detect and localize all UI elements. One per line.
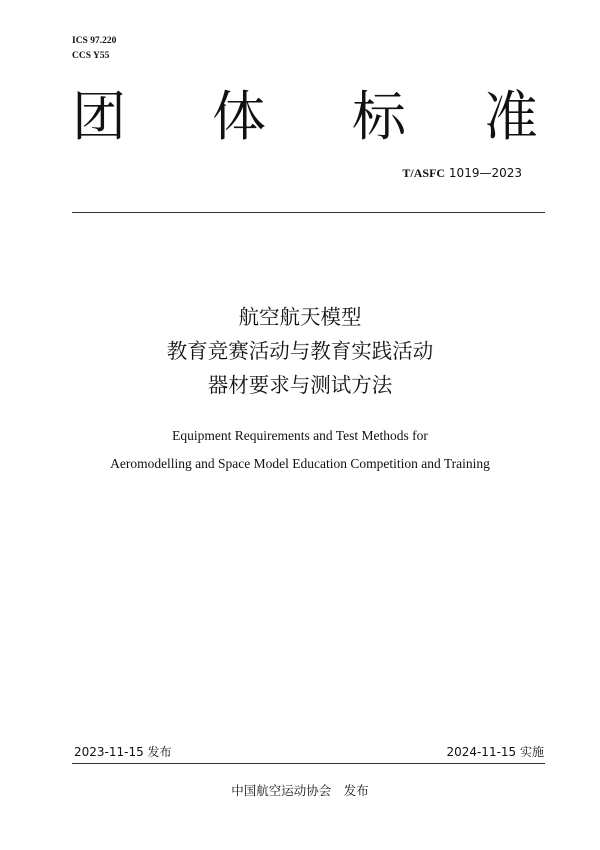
standard-type-heading — [72, 86, 542, 148]
standard-number — [402, 166, 522, 181]
chinese-title-line-2: 教育竞赛活动与教育实践活动 — [166, 339, 434, 363]
standard-number-prefix: T/ASFC — [402, 166, 446, 180]
english-title-line-1: Equipment Requirements and Test Methods for — [172, 428, 428, 443]
standard-type-char-2: 体 — [212, 85, 266, 148]
standard-type-char-3: 标 — [352, 85, 406, 148]
publisher: 中国航空运动协会 发布 — [231, 783, 369, 798]
standard-type-char-4: 准 — [484, 85, 538, 148]
top-divider — [72, 212, 545, 213]
implementation-date: 2024-11-15 实施 — [446, 745, 544, 759]
english-title — [0, 422, 600, 478]
release-date: 2023-11-15 发布 — [74, 745, 172, 759]
standard-number-value: 1019—2023 — [448, 166, 522, 180]
chinese-title-line-3: 器材要求与测试方法 — [207, 373, 393, 397]
ccs-code: CCS Y55 — [72, 51, 110, 61]
bottom-divider — [72, 763, 545, 764]
classification-codes — [72, 34, 116, 64]
chinese-title — [0, 300, 600, 402]
standard-type-char-1: 团 — [72, 85, 126, 148]
ics-code: ICS 97.220 — [72, 36, 117, 46]
chinese-title-line-1: 航空航天模型 — [238, 305, 362, 329]
english-title-line-2: Aeromodelling and Space Model Education Competition and Training — [110, 456, 490, 471]
